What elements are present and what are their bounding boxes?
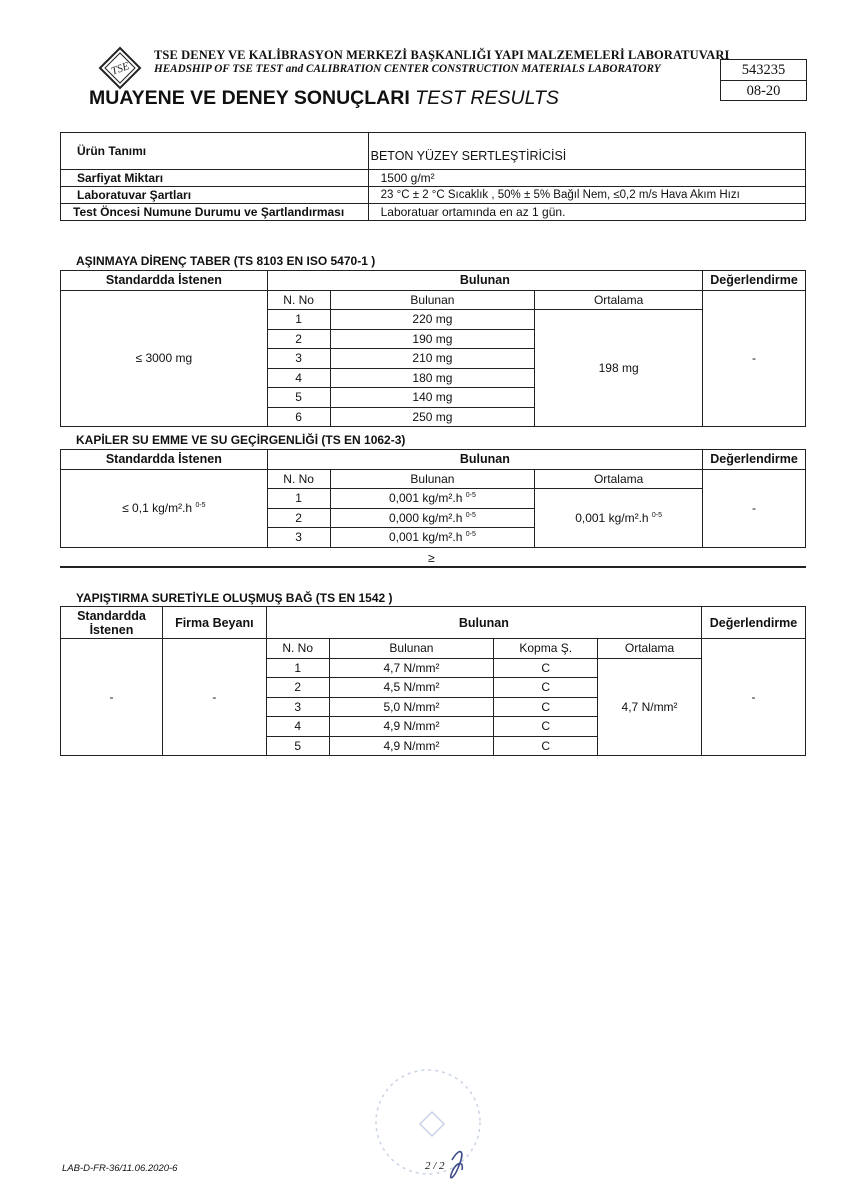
adhesion-sub-break: Kopma Ş. xyxy=(494,639,598,659)
adhesion-evaluation: - xyxy=(701,639,805,756)
capillary-col-standard: Standardda İstenen xyxy=(61,450,268,470)
capillary-col-eval: Değerlendirme xyxy=(703,450,806,470)
abrasion-row-no: 6 xyxy=(267,407,330,427)
abrasion-row-no: 5 xyxy=(267,388,330,408)
title-en: TEST RESULTS xyxy=(415,87,559,109)
adhesion-col-found: Bulunan xyxy=(266,607,701,639)
abrasion-standard: ≤ 3000 mg xyxy=(61,290,268,427)
tse-logo-text: TSE xyxy=(109,60,132,78)
section-divider xyxy=(60,566,806,568)
product-value: BETON YÜZEY SERTLEŞTİRİCİSİ xyxy=(368,133,805,170)
exponent: 0-5 xyxy=(465,531,476,539)
adhesion-declared: - xyxy=(162,639,266,756)
capillary-standard xyxy=(61,469,268,547)
abrasion-row-value: 210 mg xyxy=(330,349,535,369)
abrasion-row-no: 4 xyxy=(267,368,330,388)
capillary-row-value-text: 0,001 kg/m².h xyxy=(389,491,463,506)
adhesion-row-no: 5 xyxy=(266,736,329,756)
capillary-sub-no: N. No xyxy=(267,469,330,489)
adhesion-col-eval: Değerlendirme xyxy=(701,607,805,639)
title-tr: MUAYENE VE DENEY SONUÇLARI xyxy=(89,87,410,109)
org-name-en: HEADSHIP OF TSE TEST and CALIBRATION CENTER CONSTRUCTION MATERIALS LABORATORY xyxy=(154,63,661,75)
capillary-note: ≥ xyxy=(428,551,435,565)
consumption-value: 1500 g/m² xyxy=(368,170,805,187)
abrasion-col-found: Bulunan xyxy=(267,271,702,291)
tse-logo xyxy=(98,46,142,90)
adhesion-row-value: 4,9 N/mm² xyxy=(329,736,494,756)
adhesion-row-no: 2 xyxy=(266,678,329,698)
capillary-sub-found: Bulunan xyxy=(330,469,535,489)
abrasion-row-value: 140 mg xyxy=(330,388,535,408)
abrasion-sub-no: N. No xyxy=(267,290,330,310)
adhesion-sub-no: N. No xyxy=(266,639,329,659)
capillary-sub-avg: Ortalama xyxy=(535,469,703,489)
abrasion-row-no: 3 xyxy=(267,349,330,369)
adhesion-row-break: C xyxy=(494,717,598,737)
capillary-row-no: 1 xyxy=(267,489,330,509)
capillary-average-value: 0,001 kg/m².h xyxy=(575,510,649,525)
adhesion-row-no: 1 xyxy=(266,658,329,678)
preconditioning-label: Test Öncesi Numune Durumu ve Şartlandırması xyxy=(61,204,369,221)
abrasion-sub-avg: Ortalama xyxy=(535,290,703,310)
adhesion-sub-found: Bulunan xyxy=(329,639,494,659)
product-label: Ürün Tanımı xyxy=(61,133,369,170)
product-info-table xyxy=(60,132,806,221)
exponent: 0-5 xyxy=(195,502,206,509)
abrasion-sub-found: Bulunan xyxy=(330,290,535,310)
abrasion-col-eval: Değerlendirme xyxy=(703,271,806,291)
capillary-row-value-text: 0,000 kg/m².h xyxy=(389,510,463,525)
adhesion-col-standard: Standardda İstenen xyxy=(61,607,163,639)
abrasion-row-no: 1 xyxy=(267,310,330,330)
adhesion-row-break: C xyxy=(494,658,598,678)
adhesion-row-break: C xyxy=(494,697,598,717)
capillary-row-value xyxy=(330,489,535,509)
preconditioning-value: Laboratuar ortamında en az 1 gün. xyxy=(368,204,805,221)
consumption-label: Sarfiyat Miktarı xyxy=(61,170,369,187)
adhesion-standard: - xyxy=(61,639,163,756)
adhesion-average: 4,7 N/mm² xyxy=(598,658,702,756)
adhesion-row-no: 4 xyxy=(266,717,329,737)
capillary-col-found: Bulunan xyxy=(267,450,702,470)
abrasion-col-standard: Standardda İstenen xyxy=(61,271,268,291)
adhesion-col-declared: Firma Beyanı xyxy=(162,607,266,639)
adhesion-row-break: C xyxy=(494,678,598,698)
adhesion-row-break: C xyxy=(494,736,598,756)
capillary-row-value xyxy=(330,508,535,528)
adhesion-row-value: 5,0 N/mm² xyxy=(329,697,494,717)
capillary-title: KAPİLER SU EMME VE SU GEÇİRGENLİĞİ (TS EN 1062-3) xyxy=(76,433,406,447)
capillary-row-value-text: 0,001 kg/m².h xyxy=(389,530,463,545)
capillary-table xyxy=(60,449,806,548)
lab-conditions-label: Laboratuvar Şartları xyxy=(61,187,369,204)
adhesion-table xyxy=(60,606,806,756)
exponent: 0-5 xyxy=(651,511,663,519)
capillary-row-no: 3 xyxy=(267,528,330,548)
abrasion-title: AŞINMAYA DİRENÇ TABER (TS 8103 EN ISO 5470-1 ) xyxy=(76,254,376,268)
adhesion-row-value: 4,9 N/mm² xyxy=(329,717,494,737)
capillary-standard-value: ≤ 0,1 kg/m².h xyxy=(122,501,193,515)
adhesion-row-value: 4,5 N/mm² xyxy=(329,678,494,698)
exponent: 0-5 xyxy=(465,492,476,500)
abrasion-row-value: 220 mg xyxy=(330,310,535,330)
lab-conditions-value: 23 °C ± 2 °C Sıcaklık , 50% ± 5% Bağıl Nem, ≤0,2 m/s Hava Akım Hızı xyxy=(368,187,805,204)
capillary-row-value xyxy=(330,528,535,548)
capillary-evaluation: - xyxy=(703,469,806,547)
abrasion-average: 198 mg xyxy=(535,310,703,427)
adhesion-row-no: 3 xyxy=(266,697,329,717)
report-date: 08-20 xyxy=(746,83,781,99)
capillary-row-no: 2 xyxy=(267,508,330,528)
abrasion-evaluation: - xyxy=(703,290,806,427)
capillary-average xyxy=(535,489,703,548)
report-number: 543235 xyxy=(721,60,806,81)
abrasion-row-value: 250 mg xyxy=(330,407,535,427)
page-title xyxy=(89,87,559,110)
org-name-tr: TSE DENEY VE KALİBRASYON MERKEZİ BAŞKANLIĞI YAPI MALZEMELERİ LABORATUVARI xyxy=(154,48,730,62)
abrasion-row-no: 2 xyxy=(267,329,330,349)
page-number: 2 / 2 xyxy=(425,1160,445,1172)
adhesion-row-value: 4,7 N/mm² xyxy=(329,658,494,678)
form-code: LAB-D-FR-36/11.06.2020-6 xyxy=(62,1163,178,1174)
abrasion-row-value: 190 mg xyxy=(330,329,535,349)
abrasion-row-value: 180 mg xyxy=(330,368,535,388)
adhesion-sub-avg: Ortalama xyxy=(598,639,702,659)
adhesion-title: YAPIŞTIRMA SURETİYLE OLUŞMUŞ BAĞ (TS EN 1542 ) xyxy=(76,591,393,605)
report-number-box xyxy=(720,59,807,101)
exponent: 0-5 xyxy=(465,511,476,519)
abrasion-table xyxy=(60,270,806,427)
